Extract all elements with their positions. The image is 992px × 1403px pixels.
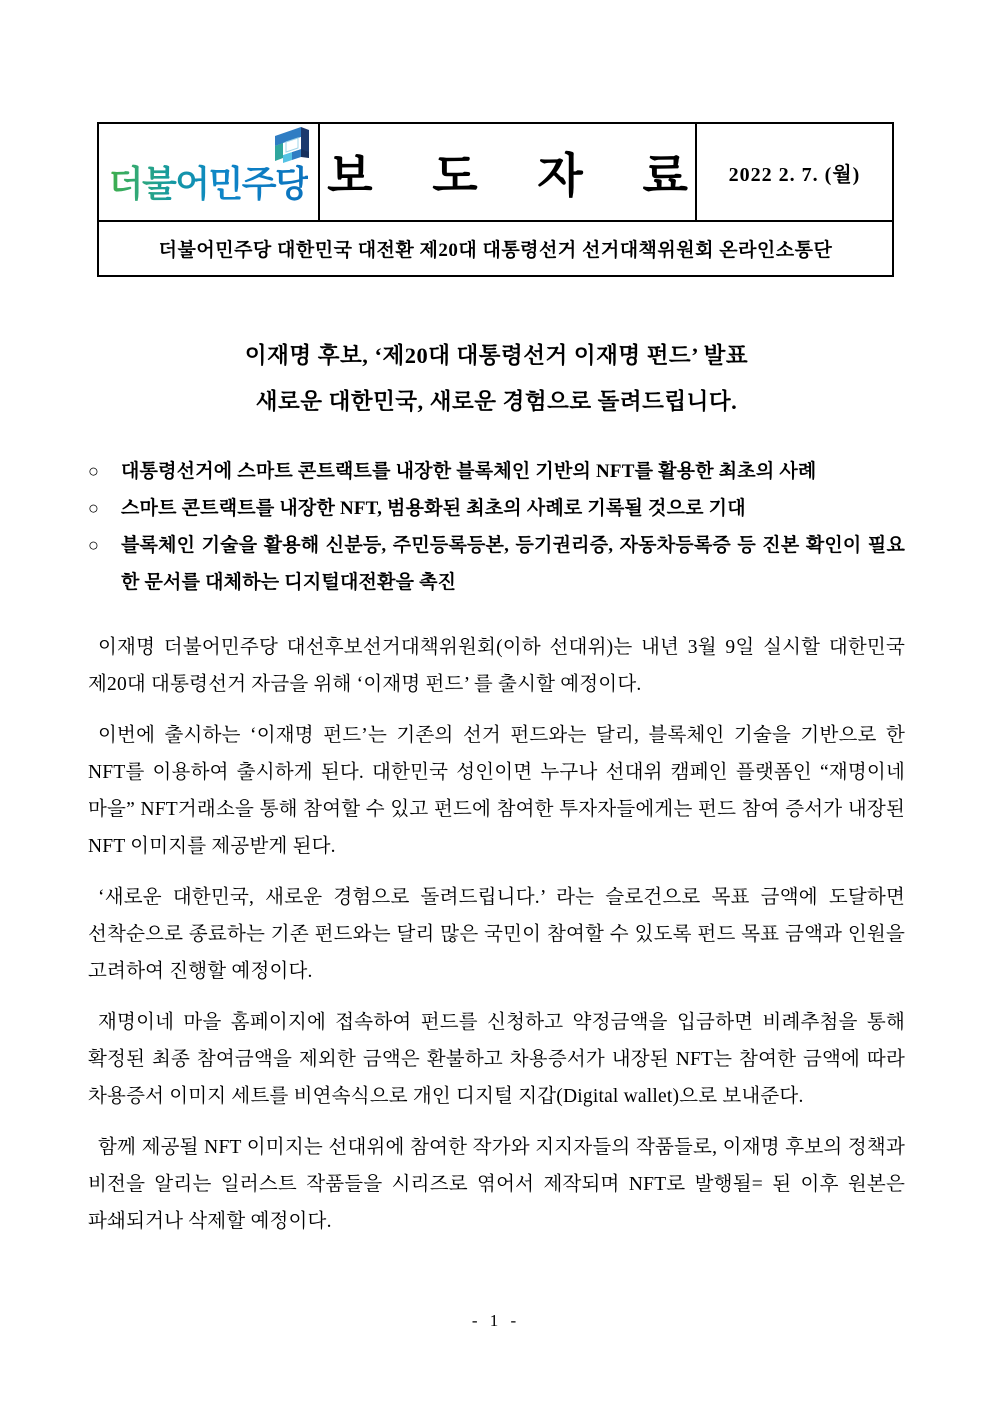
headline: [88, 333, 905, 425]
subtitle-bar: 더불어민주당 대한민국 대전환 제20대 대통령선거 선거대책위원회 온라인소통단: [158, 240, 833, 261]
party-logo-text: 더불어민주당: [108, 162, 309, 204]
bullet-item: [88, 453, 905, 490]
body-paragraph: 재명이네 마을 홈페이지에 접속하여 펀드를 신청하고 약정금액을 입금하면 비례추첨을 통해 확정된 최종 참여금액을 제외한 금액은 환불하고 차용증서가 내장된 NFT는 참여한 금액에 따라 차용증서 이미지 세트를 비연속식으로 개인 디지털 지갑(Digital wallet)으로 보내준다.: [88, 1012, 905, 1107]
body-paragraph: 이재명 더불어민주당 대선후보선거대책위원회(이하 선대위)는 내년 3월 9일 실시할 대한민국 제20대 대통령선거 자금을 위해 ‘이재명 펀드’ 를 출시할 예정이다.: [88, 637, 905, 695]
headline-line-1: 이재명 후보, ‘제20대 대통령선거 이재명 펀드’ 발표: [244, 343, 749, 368]
bullet-circle-marker: ○: [88, 461, 99, 481]
body-paragraph: 함께 제공될 NFT 이미지는 선대위에 참여한 작가와 지지자들의 작품들로, 이재명 후보의 정책과 비전을 알리는 일러스트 작품들을 시리즈로 엮어서 제작되며 NFT로 발행될= 된 이후 원본은 파쇄되거나 삭제할 예정이다.: [88, 1137, 905, 1232]
body-paragraph: 이번에 출시하는 ‘이재명 펀드’는 기존의 선거 펀드와는 달리, 블록체인 기술을 기반으로 한 NFT를 이용하여 출시하게 된다. 대한민국 성인이면 누구나 선대위 캠페인 플랫폼인 “재명이네 마을” NFT거래소을 통해 참여할 수 있고 펀드에 참여한 투자자들에게는 펀드 참여 증서가 내장된 NFT 이미지를 제공받게 된다.: [88, 725, 905, 857]
header-top-row: [99, 124, 892, 222]
bullet-item: [88, 490, 905, 527]
page-number: - 1 -: [471, 1311, 521, 1330]
bullet-circle-marker: ○: [88, 535, 99, 555]
headline-line-2: 새로운 대한민국, 새로운 경험으로 돌려드립니다.: [255, 389, 738, 414]
bullet-text: 스마트 콘트랙트를 내장한 NFT, 범용화된 최초의 사례로 기록될 것으로 기대: [121, 498, 746, 519]
party-logo: [109, 156, 309, 207]
bullet-circle-marker: ○: [88, 498, 99, 518]
body-paragraph: ‘새로운 대한민국, 새로운 경험으로 돌려드립니다.’ 라는 슬로건으로 목표 금액에 도달하면 선착순으로 종료하는 기존 펀드와는 달리 많은 국민이 참여할 수 있도록 펀드 목표 금액과 인원을 고려하여 진행할 예정이다.: [88, 887, 905, 982]
body-text: [88, 629, 905, 1240]
header-table: [97, 122, 894, 277]
bullet-item: [88, 527, 905, 601]
press-release-title: 보 도 자 료: [318, 124, 695, 220]
bullet-list: [88, 453, 905, 601]
bullet-text: 대통령선거에 스마트 콘트랙트를 내장한 블록체인 기반의 NFT를 활용한 최초의 사례: [121, 461, 817, 482]
date-label: 2022 2. 7. (월): [695, 124, 892, 220]
bullet-text: 블록체인 기술을 활용해 신분등, 주민등록등본, 등기권리증, 자동차등록증 등 진본 확인이 필요한 문서를 대체하는 디지털대전환을 촉진: [121, 535, 905, 593]
party-logo-cell: [99, 124, 318, 220]
party-flag-icon: [272, 122, 316, 172]
